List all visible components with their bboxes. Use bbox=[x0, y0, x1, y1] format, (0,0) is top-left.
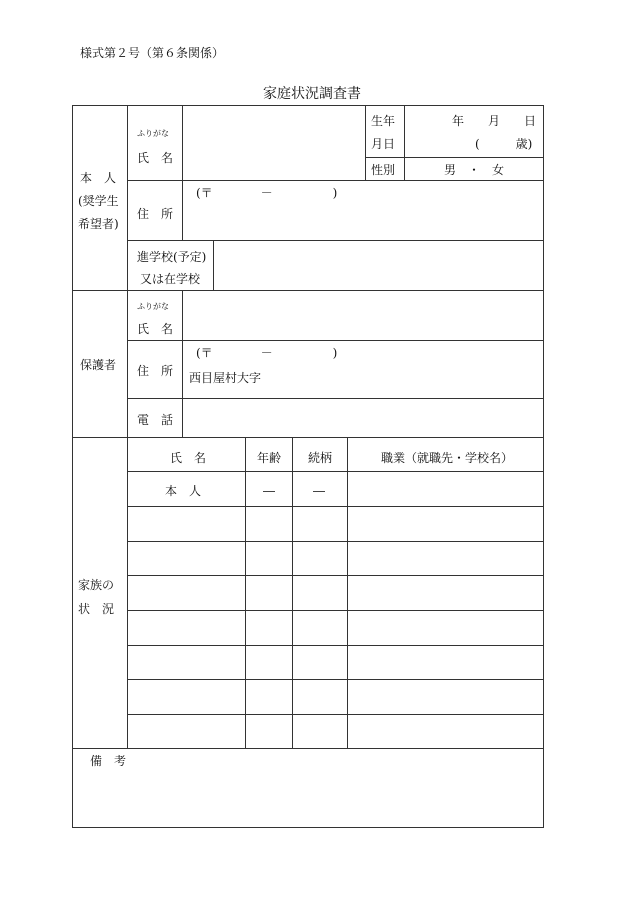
family-label: 家族の bbox=[78, 578, 115, 592]
family-row[interactable] bbox=[128, 646, 543, 678]
applicant-postal-code[interactable]: (〒 － ) bbox=[196, 186, 338, 200]
family-row[interactable] bbox=[128, 715, 543, 747]
birth-label-2: 月日 bbox=[371, 137, 396, 151]
applicant-label-3: 希望者) bbox=[78, 217, 119, 231]
applicant-label: 本 人 bbox=[80, 171, 117, 185]
applicant-furigana-label: ふりがな bbox=[137, 129, 169, 138]
guardian-phone-label: 電 話 bbox=[137, 413, 174, 427]
remarks-label: 備 考 bbox=[90, 754, 127, 768]
column-header-name: 氏 名 bbox=[170, 451, 207, 465]
school-label: 進学校(予定) bbox=[137, 250, 207, 264]
family-row[interactable] bbox=[128, 542, 543, 574]
form-number: 様式第２号（第６条関係） bbox=[80, 46, 225, 60]
school-field[interactable] bbox=[214, 241, 543, 289]
guardian-label: 保護者 bbox=[80, 358, 117, 372]
school-label-2: 又は在学校 bbox=[140, 272, 201, 286]
birth-label: 生年 bbox=[371, 114, 396, 128]
family-row[interactable] bbox=[128, 611, 543, 644]
guardian-phone-field[interactable] bbox=[183, 399, 543, 436]
gender-value[interactable]: 男 ・ 女 bbox=[444, 163, 505, 177]
family-row-relation: ― bbox=[313, 484, 325, 498]
family-row-occupation-field[interactable] bbox=[348, 472, 543, 505]
gender-label: 性別 bbox=[371, 163, 396, 177]
applicant-address-label: 住 所 bbox=[137, 207, 174, 221]
guardian-name-label: 氏 名 bbox=[137, 322, 174, 336]
guardian-address-value[interactable]: 西目屋村大字 bbox=[189, 371, 262, 385]
guardian-address-label: 住 所 bbox=[137, 364, 174, 378]
column-header-occupation: 職業（就職先・学校名） bbox=[381, 451, 514, 465]
family-row[interactable] bbox=[128, 576, 543, 609]
column-header-age: 年齢 bbox=[257, 451, 282, 465]
guardian-furigana-label: ふりがな bbox=[137, 302, 169, 311]
guardian-postal-code[interactable]: (〒 － ) bbox=[196, 346, 338, 360]
remarks-field[interactable] bbox=[73, 770, 543, 827]
applicant-label-2: (奨学生 bbox=[78, 194, 119, 208]
applicant-name-label: 氏 名 bbox=[137, 151, 174, 165]
page-title: 家庭状況調査書 bbox=[263, 86, 361, 102]
applicant-name-field[interactable] bbox=[183, 106, 364, 179]
family-row-name: 本 人 bbox=[165, 484, 202, 498]
birth-date-value[interactable]: 年 月 日 bbox=[452, 114, 537, 128]
family-row[interactable] bbox=[128, 680, 543, 713]
family-label-2: 状 況 bbox=[78, 602, 115, 616]
age-value[interactable]: ( 歳) bbox=[475, 137, 533, 151]
family-row-age: ― bbox=[263, 484, 275, 498]
applicant-address-field[interactable] bbox=[183, 203, 543, 239]
family-row[interactable] bbox=[128, 507, 543, 540]
column-header-relation: 続柄 bbox=[308, 451, 333, 465]
guardian-name-field[interactable] bbox=[183, 291, 543, 339]
